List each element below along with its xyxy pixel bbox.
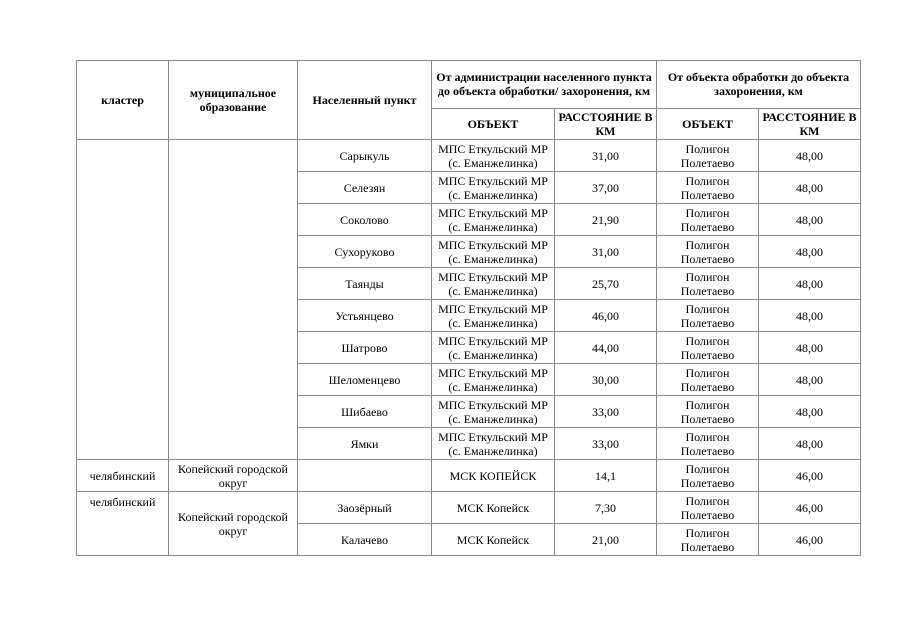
settlement-cell: Калачево: [298, 524, 432, 556]
settlement-cell: Сарыкуль: [298, 140, 432, 172]
burial-object-cell: Полигон Полетаево: [657, 524, 759, 556]
processing-object-cell: МПС Еткульский МР (с. Еманжелинка): [432, 236, 555, 268]
distance-to-burial-cell: 48,00: [759, 268, 861, 300]
settlement-cell: [298, 460, 432, 492]
cluster-cell: [77, 140, 169, 460]
distance-to-processing-cell: 31,00: [555, 140, 657, 172]
distance-to-processing-cell: 37,00: [555, 172, 657, 204]
settlement-cell: Ямки: [298, 428, 432, 460]
table-row: [77, 140, 861, 172]
settlement-cell: Заозёрный: [298, 492, 432, 524]
distance-to-processing-cell: 14,1: [555, 460, 657, 492]
processing-object-cell: МСК КОПЕЙСК: [432, 460, 555, 492]
burial-object-cell: Полигон Полетаево: [657, 396, 759, 428]
burial-object-cell: Полигон Полетаево: [657, 268, 759, 300]
settlement-cell: Устьянцево: [298, 300, 432, 332]
settlement-cell: Шатрово: [298, 332, 432, 364]
processing-object-cell: МПС Еткульский МР (с. Еманжелинка): [432, 396, 555, 428]
distance-to-processing-cell: 21,00: [555, 524, 657, 556]
distance-to-burial-cell: 48,00: [759, 204, 861, 236]
burial-object-cell: Полигон Полетаево: [657, 300, 759, 332]
processing-object-cell: МПС Еткульский МР (с. Еманжелинка): [432, 428, 555, 460]
burial-object-cell: Полигон Полетаево: [657, 140, 759, 172]
settlement-cell: Селезян: [298, 172, 432, 204]
distance-to-burial-cell: 46,00: [759, 524, 861, 556]
settlement-cell: Соколово: [298, 204, 432, 236]
distance-table: [76, 60, 861, 556]
header-distance-1: РАССТОЯНИЕ В КМ: [555, 108, 657, 139]
table-row: [77, 492, 861, 524]
municipality-cell: [169, 140, 298, 460]
burial-object-cell: Полигон Полетаево: [657, 204, 759, 236]
distance-to-processing-cell: 30,00: [555, 364, 657, 396]
burial-object-cell: Полигон Полетаево: [657, 332, 759, 364]
distance-to-burial-cell: 48,00: [759, 364, 861, 396]
distance-to-burial-cell: 48,00: [759, 300, 861, 332]
burial-object-cell: Полигон Полетаево: [657, 428, 759, 460]
processing-object-cell: МСК Копейск: [432, 524, 555, 556]
distance-to-processing-cell: 46,00: [555, 300, 657, 332]
processing-object-cell: МПС Еткульский МР (с. Еманжелинка): [432, 204, 555, 236]
processing-object-cell: МПС Еткульский МР (с. Еманжелинка): [432, 364, 555, 396]
burial-object-cell: Полигон Полетаево: [657, 364, 759, 396]
municipality-cell: Копейский городской округ: [169, 460, 298, 492]
header-object-2: ОБЪЕКТ: [657, 108, 759, 139]
distance-to-burial-cell: 46,00: [759, 460, 861, 492]
header-cluster: кластер: [77, 61, 169, 140]
distance-to-processing-cell: 33,00: [555, 428, 657, 460]
distance-to-processing-cell: 7,30: [555, 492, 657, 524]
cluster-cell: челябинский: [77, 460, 169, 492]
municipality-cell: Копейский городской округ: [169, 492, 298, 556]
burial-object-cell: Полигон Полетаево: [657, 172, 759, 204]
processing-object-cell: МПС Еткульский МР (с. Еманжелинка): [432, 140, 555, 172]
cluster-cell: челябинский: [77, 492, 169, 556]
header-settlement: Населенный пункт: [298, 61, 432, 140]
processing-object-cell: МПС Еткульский МР (с. Еманжелинка): [432, 300, 555, 332]
settlement-cell: Сухоруково: [298, 236, 432, 268]
settlement-cell: Шибаево: [298, 396, 432, 428]
distance-to-processing-cell: 33,00: [555, 396, 657, 428]
distance-to-processing-cell: 31,00: [555, 236, 657, 268]
burial-object-cell: Полигон Полетаево: [657, 492, 759, 524]
distance-to-processing-cell: 44,00: [555, 332, 657, 364]
header-object-1: ОБЪЕКТ: [432, 108, 555, 139]
header-distance-2: РАССТОЯНИЕ В КМ: [759, 108, 861, 139]
processing-object-cell: МСК Копейск: [432, 492, 555, 524]
settlement-cell: Шеломенцево: [298, 364, 432, 396]
burial-object-cell: Полигон Полетаево: [657, 236, 759, 268]
distance-to-burial-cell: 48,00: [759, 140, 861, 172]
distance-to-burial-cell: 48,00: [759, 396, 861, 428]
distance-to-processing-cell: 21,90: [555, 204, 657, 236]
burial-object-cell: Полигон Полетаево: [657, 460, 759, 492]
header-group-to-processing: От администрации населенного пункта до объекта обработки/ захоронения, км: [432, 61, 657, 109]
distance-to-burial-cell: 48,00: [759, 332, 861, 364]
header-group-to-burial: От объекта обработки до объекта захоронения, км: [657, 61, 861, 109]
distance-to-burial-cell: 48,00: [759, 428, 861, 460]
distance-to-burial-cell: 48,00: [759, 172, 861, 204]
distance-to-processing-cell: 25,70: [555, 268, 657, 300]
table-row: [77, 460, 861, 492]
header-municipality: муниципальное образование: [169, 61, 298, 140]
distance-to-burial-cell: 48,00: [759, 236, 861, 268]
distance-to-burial-cell: 46,00: [759, 492, 861, 524]
processing-object-cell: МПС Еткульский МР (с. Еманжелинка): [432, 332, 555, 364]
processing-object-cell: МПС Еткульский МР (с. Еманжелинка): [432, 268, 555, 300]
settlement-cell: Таянды: [298, 268, 432, 300]
processing-object-cell: МПС Еткульский МР (с. Еманжелинка): [432, 172, 555, 204]
